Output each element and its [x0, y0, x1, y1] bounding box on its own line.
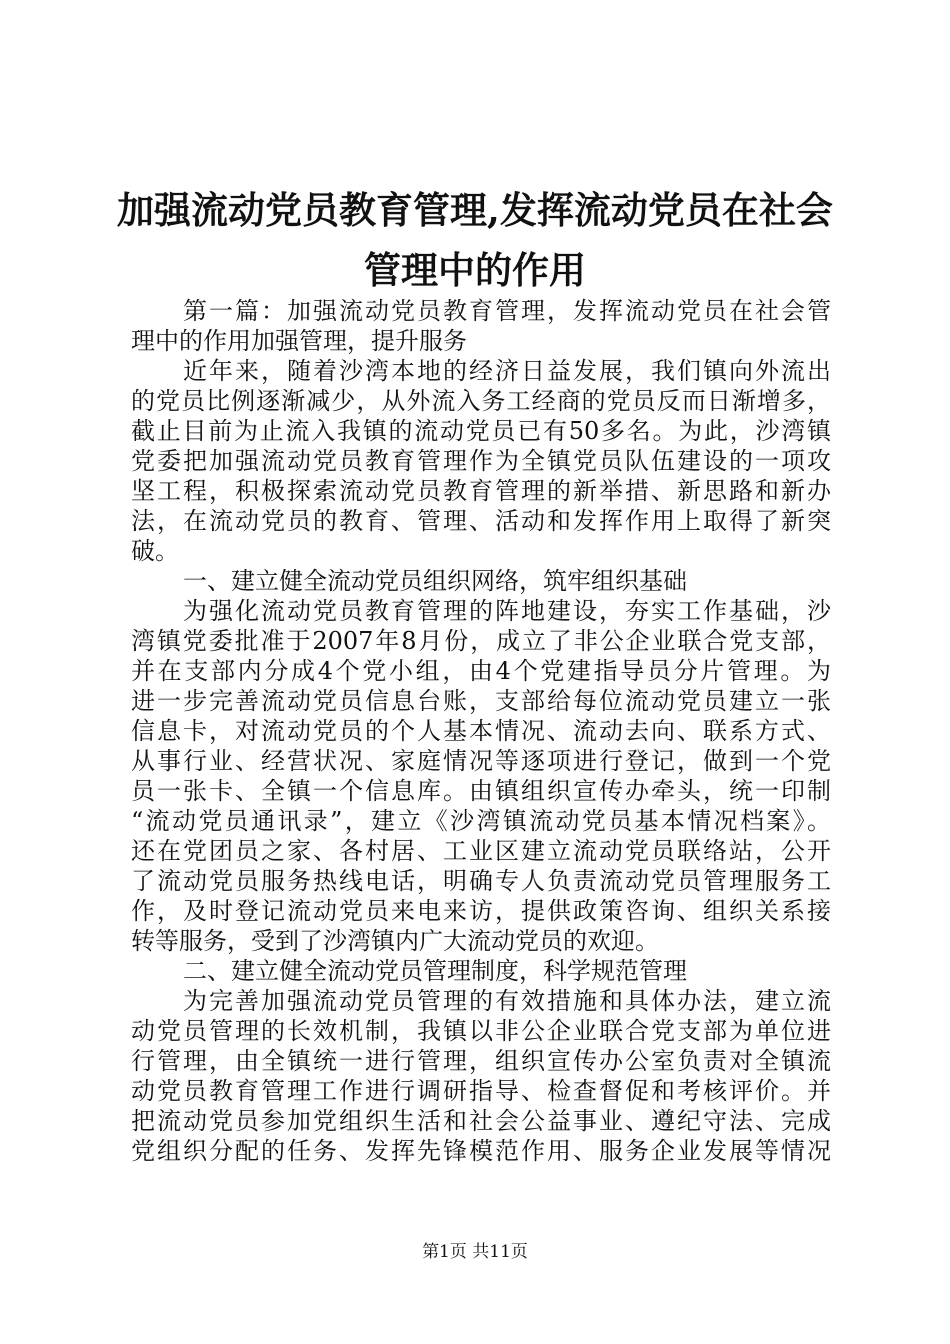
text-line: 转等服务，受到了沙湾镇内广大流动党员的欢迎。 — [131, 927, 659, 955]
document-title-line-2: 管理中的作用 — [364, 248, 586, 292]
section-heading: 一、建立健全流动党员组织网络，筑牢组织基础 — [183, 567, 687, 595]
text-line: 的党员比例逐渐减少，从外流入务工经商的党员反而日渐增多， — [131, 387, 831, 415]
text-line: 员一张卡、全镇一个信息库。由镇组织宣传办牵头，统一印制 — [131, 777, 831, 805]
text-line: 了流动党员服务热线电话，明确专人负责流动党员管理服务工 — [131, 867, 831, 895]
text-line: 党组织分配的任务、发挥先锋模范作用、服务企业发展等情况 — [131, 1137, 831, 1165]
text-line: 坚工程，积极探索流动党员教育管理的新举措、新思路和新办 — [131, 477, 831, 505]
text-line: 为强化流动党员教育管理的阵地建设，夯实工作基础，沙 — [183, 597, 831, 625]
text-line: 信息卡，对流动党员的个人基本情况、流动去向、联系方式、 — [131, 717, 831, 745]
text-line: 并在支部内分成4个党小组，由4个党建指导员分片管理。为 — [131, 657, 831, 685]
text-line: 进一步完善流动党员信息台账，支部给每位流动党员建立一张 — [131, 687, 831, 715]
text-line: “流动党员通讯录”，建立《沙湾镇流动党员基本情况档案》。 — [131, 807, 831, 835]
text-line: 动党员管理的长效机制，我镇以非公企业联合党支部为单位进 — [131, 1017, 831, 1045]
section-heading: 二、建立健全流动党员管理制度，科学规范管理 — [183, 957, 687, 985]
text-line: 湾镇党委批准于2007年8月份，成立了非公企业联合党支部， — [131, 627, 831, 655]
text-line: 理中的作用加强管理，提升服务 — [131, 327, 467, 355]
document-title-line-1: 加强流动党员教育管理,发挥流动党员在社会 — [117, 188, 833, 232]
page-number-footer: 第1页 共11页 — [422, 1242, 528, 1262]
text-line: 截止目前为止流入我镇的流动党员已有50多名。为此，沙湾镇 — [131, 417, 831, 445]
text-line: 党委把加强流动党员教育管理作为全镇党员队伍建设的一项攻 — [131, 447, 831, 475]
text-line: 行管理，由全镇统一进行管理，组织宣传办公室负责对全镇流 — [131, 1047, 831, 1075]
text-line: 为完善加强流动党员管理的有效措施和具体办法，建立流 — [183, 987, 831, 1015]
text-line: 法，在流动党员的教育、管理、活动和发挥作用上取得了新突 — [131, 507, 831, 535]
text-line: 从事行业、经营状况、家庭情况等逐项进行登记，做到一个党 — [131, 747, 831, 775]
document-body — [131, 296, 831, 1166]
text-line: 动党员教育管理工作进行调研指导、检查督促和考核评价。并 — [131, 1077, 831, 1105]
text-line: 近年来，随着沙湾本地的经济日益发展，我们镇向外流出 — [183, 357, 831, 385]
text-line: 破。 — [131, 537, 179, 565]
text-line: 把流动党员参加党组织生活和社会公益事业、遵纪守法、完成 — [131, 1107, 831, 1135]
text-line: 第一篇：加强流动党员教育管理，发挥流动党员在社会管 — [183, 297, 831, 325]
text-line: 还在党团员之家、各村居、工业区建立流动党员联络站，公开 — [131, 837, 831, 865]
text-line: 作，及时登记流动党员来电来访，提供政策咨询、组织关系接 — [131, 897, 831, 925]
